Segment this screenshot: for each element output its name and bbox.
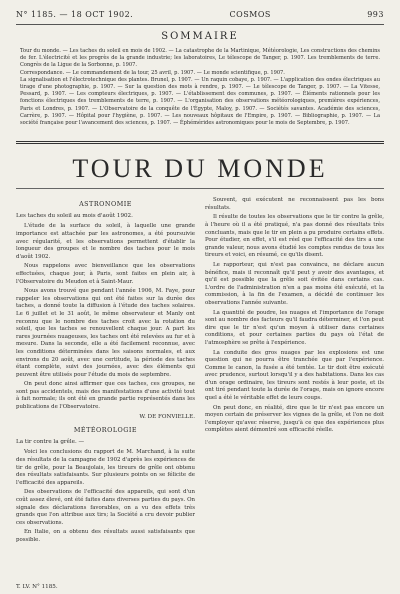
- paragraph: Des observations de l'efficacité des appareils, qui sont d'un coût assez élevé, ont été faites dans diverses parties du pays. On signale des déclarations favorables, on a vu des effets très grands que l'on attribue aux tirs; la Société a cru devoir publier ces observations.: [16, 489, 195, 526]
- page-header: [16, 10, 384, 22]
- issue-number: N° 1185. — 18 OCT 1902.: [16, 10, 134, 19]
- journal-name: COSMOS: [229, 10, 271, 19]
- paragraph: Le rapporteur, qui n'est pas convaincu, ne déclare aucun bénéfice, mais il reconnaît qu'il peut y avoir des avantages, et qu'il est possible que la grêle soit évitée dans certains cas. L'ordre de l'administration n'en a pas moins été exécuté, et la commission, à la fin de l'examen, a décidé de continuer les observations l'année suivante.: [205, 261, 384, 306]
- paragraph: On peut donc ainsi affirmer que ces taches, ces groupes, ne sont pas accidentels, mais des manifestations d'une activité tout à fait normale; ils ont été en grande partie représentés dans les publications de l'Observatoire.: [16, 381, 195, 411]
- title-rule: [16, 188, 384, 189]
- section-heading-meteorologie: MÉTÉOROLOGIE: [73, 426, 138, 435]
- paragraph: Souvent, qui exécutent ne reconnaissent pas les bons résultats.: [205, 197, 384, 211]
- paragraph: La conduite des gros nuages par les explosions est une question qui ne pourra être tranchée que par l'expérience. Comme le canon, la fusée a été tentée. Le tir doit être exécuté avec prudence, surtout lorsqu'il y a des habitations. Dans les cas d'un orage ordinaire, les tireurs sont restés à leur poste, et ils ont tiré pendant toute la durée de l'orage, mais on ignore encore quel a été le véritable effet de leurs coups.: [205, 349, 384, 402]
- section-heading-astronomie: ASTRONOMIE: [79, 200, 132, 209]
- article-subhead: La tir contre la grêle. —: [16, 438, 85, 445]
- paragraph: L'étude de la surface du soleil, à laquelle une grande importance est attachée par les astronomes, a été poursuivie avec régularité, et les observations permettent d'établir la longueur des groupes et le nombre des taches pour le mois d'août 1902.: [16, 223, 195, 260]
- page-number: 993: [367, 10, 384, 19]
- author-signature: W. DE FONVIELLE.: [139, 413, 195, 420]
- paragraph: Voici les conclusions du rapport de M. Marchand, à la suite des résultats de la campagne de 1902 d'après les expériences de tir de grêle, pour la Beaujolais, les tireurs de grêle ont obtenu des résultats satisfaisants. Sur plusieurs points on se félicite de l'efficacité des appareils.: [16, 449, 195, 486]
- paragraph: Il résulte de toutes les observations que le tir contre la grêle, à l'heure où il a été pratiqué, n'a pas donné des résultats très concluants, mais que le tir en plein a pu produire certains effets. Pour étudier, en effet, s'il est réel que l'efficacité des tirs a une grande valeur, nous avons étudié les comptes rendus de tous les tireurs et voici, en résumé, ce qu'ils disent.: [205, 214, 384, 259]
- article-columns: [16, 197, 384, 546]
- main-title: TOUR DU MONDE: [72, 154, 328, 184]
- section-divider: [16, 141, 384, 144]
- right-column: [205, 197, 384, 546]
- paragraph: On peut donc, en réalité, dire que le tir n'est pas encore un moyen certain de préserver les vignes de la grêle, et l'on ne doit l'employer qu'avec réserve, jusqu'à ce que des expériences plus complètes aient démontré son efficacité réelle.: [205, 404, 384, 434]
- sommaire-paragraph: Correspondance. — Le commandement de la tour, 25 avril, p. 1907. — Le monde scientifique, p. 1907.: [20, 69, 285, 76]
- header-rule: [16, 24, 384, 25]
- left-column: [16, 197, 195, 546]
- article-subhead: Les taches du soleil au mois d'août 1902.: [16, 212, 133, 219]
- paragraph: En Italie, on a obtenu des résultats aussi satisfaisants que possible.: [16, 529, 195, 543]
- page-footer: T. LV. N° 1185.: [16, 584, 58, 590]
- sommaire-body: [20, 48, 380, 127]
- sommaire-title: SOMMAIRE: [161, 31, 239, 42]
- sommaire-paragraph: La signalisation et l'électrotechnique des plantes. Brunel, p. 1907. — Un raquin cobaye, p. 1907. — L'application des ondes électriques au tirage d'une photographie, p. 1907. — Sur la question des mots à rendre, p. 1907. — Le télescope de Tanger, p. 1907. — La Vitesse, Pessard, p. 1907. — Les compteurs électriques, p. 1907. — L'établissement des communes, p. 1907. — Éléments rationnels pour les fonctions électriques des tremblements de terre, p. 1907. — L'organisation des observations météorologiques, premières expériences, Paris et Londres, p. 1907. — L'Observatoire de la conquête de l'Égypte, Maloy, p. 1907. — Sociétés savantes. Académie des sciences, Carrère, p. 1907. — Hôpital pour l'hygiène, p. 1907. — Les nouveaux hôpitaux de l'Empire, p. 1907. — Bibliographie, p. 1907. — La société française pour l'avancement des sciences, p. 1907. — Éphémérides astronomiques pour le mois de Septembre, p. 1907.: [20, 76, 380, 127]
- paragraph: Nous avons trouvé que pendant l'année 1906, M. Faye, pour rappeler les observations qui ont été faites sur la durée des taches, a donné toute la diffusion à l'étude des taches solaires. Le 6 juillet et le 31 août, le même observateur et Manly ont reconnu que le nombre des taches croit avec la rotation du soleil, que les taches se renouvellent chaque jour. A part les rares journées nuageuses, les taches ont été relevées au fur et à mesure. Dans la seconde, elle a été facilement reconnue, avec les conditions déterminées dans les saisons normales, et aux environs du 20 août, avec une certitude, la période des taches étant complète, suivi des journées, avec des éléments qui peuvent être utilisés pour l'étude du mois de septembre.: [16, 288, 195, 378]
- sommaire-paragraph: Tour du monde. — Les taches du soleil en mois de 1902. — La catastrophe de la Martinique, Météorologie, Les constructions des chemins de fer. L'électricité et les progrès de la grande industrie; les laboratoires, Le télescope de Tanger, p. 1907. Les tremblements de terre. Congrès de la Ligue de la Sorbonne, p. 1907.: [20, 48, 380, 69]
- paragraph: Nous rappelons avec bienveillance que les observations effectuées, chaque jour, à Paris, sont faites en plein air, à l'Observatoire du Meudon et à Saint-Maur.: [16, 263, 195, 285]
- paragraph: La quantité de poudre, les nuages et l'importance de l'orage sont au nombre des facteurs qu'il faudra déterminer, et l'on peut dire que le tir n'est qu'un moyen à utiliser dans certaines conditions, et pour certaines parties du pays où l'état de l'atmosphère se prête à l'expérience.: [205, 309, 384, 346]
